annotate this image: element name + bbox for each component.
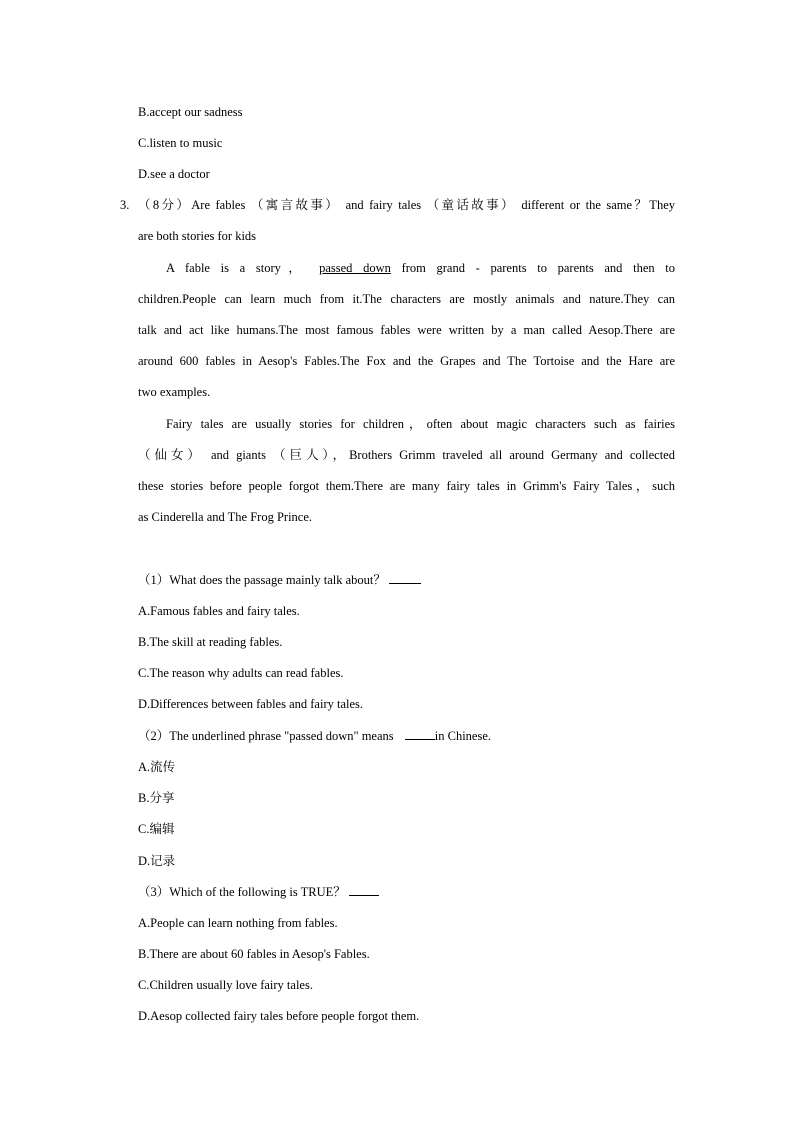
sub1-option-a: A.Famous fables and fairy tales. <box>138 604 300 618</box>
sub2-option-d: D.记录 <box>138 854 176 868</box>
sub3-prompt <box>138 884 379 900</box>
sub1-option-b: B.The skill at reading fables. <box>138 635 283 649</box>
passage-p1-line5: two examples. <box>138 385 211 399</box>
sub2-option-a: A.流传 <box>138 760 176 774</box>
sub2-option-b: B.分享 <box>138 791 175 805</box>
passage-p2-line2: （仙女） and giants （巨人），Brothers Grimm traveled all around Germany and collected <box>138 448 675 462</box>
sub2-prompt-end: in Chinese. <box>434 729 492 743</box>
sub3-option-c: C.Children usually love fairy tales. <box>138 978 313 992</box>
passage-p1-rest: from grand - parents to parents and then to <box>401 261 676 275</box>
question-header-line1: （8分）Are fables （寓言故事） and fairy tales （童话故事） different or the same？They <box>138 198 675 212</box>
passage-p1-line2: children.People can learn much from it.The characters are mostly animals and nature.They can <box>138 292 675 306</box>
sub2-prompt <box>138 728 491 744</box>
prev-option-c: C.listen to music <box>138 136 223 150</box>
passage-p2-line3: these stories before people forgot them.There are many fairy tales in Grimm's Fairy Tales，such <box>138 479 675 493</box>
passage-p2-line4: as Cinderella and The Frog Prince. <box>138 510 313 524</box>
sub3-option-a: A.People can learn nothing from fables. <box>138 916 338 930</box>
passed-down-phrase: passed down <box>319 261 391 275</box>
passage-p1-start: A fable is a story， <box>166 261 309 275</box>
passage-p1-line1 <box>138 260 675 276</box>
prev-option-d: D.see a doctor <box>138 167 210 181</box>
sub3-prompt-text: （3）Which of the following is TRUE？ <box>138 885 346 899</box>
sub1-option-c: C.The reason why adults can read fables. <box>138 666 344 680</box>
sub1-answer-blank[interactable] <box>389 572 421 584</box>
sub3-answer-blank[interactable] <box>349 884 379 896</box>
sub3-option-b: B.There are about 60 fables in Aesop's Fables. <box>138 947 370 961</box>
sub2-answer-blank[interactable] <box>405 728 435 740</box>
sub1-prompt <box>138 572 421 588</box>
sub2-option-c: C.编辑 <box>138 822 175 836</box>
sub1-prompt-text: （1）What does the passage mainly talk about？ <box>138 573 386 587</box>
passage-p1-line3: talk and act like humans.The most famous fables were written by a man called Aesop.There are <box>138 323 675 337</box>
passage-p2-line1: Fairy tales are usually stories for children，often about magic characters such as fairies <box>166 417 675 431</box>
prev-option-b: B.accept our sadness <box>138 105 243 119</box>
question-header-line2: are both stories for kids <box>138 229 257 243</box>
sub2-prompt-text: （2）The underlined phrase "passed down" means <box>138 729 394 743</box>
passage-p1-line4: around 600 fables in Aesop's Fables.The Fox and the Grapes and The Tortoise and the Hare are <box>138 354 675 368</box>
sub3-option-d: D.Aesop collected fairy tales before people forgot them. <box>138 1009 420 1023</box>
sub1-option-d: D.Differences between fables and fairy tales. <box>138 697 364 711</box>
question-number: 3. <box>120 198 130 212</box>
